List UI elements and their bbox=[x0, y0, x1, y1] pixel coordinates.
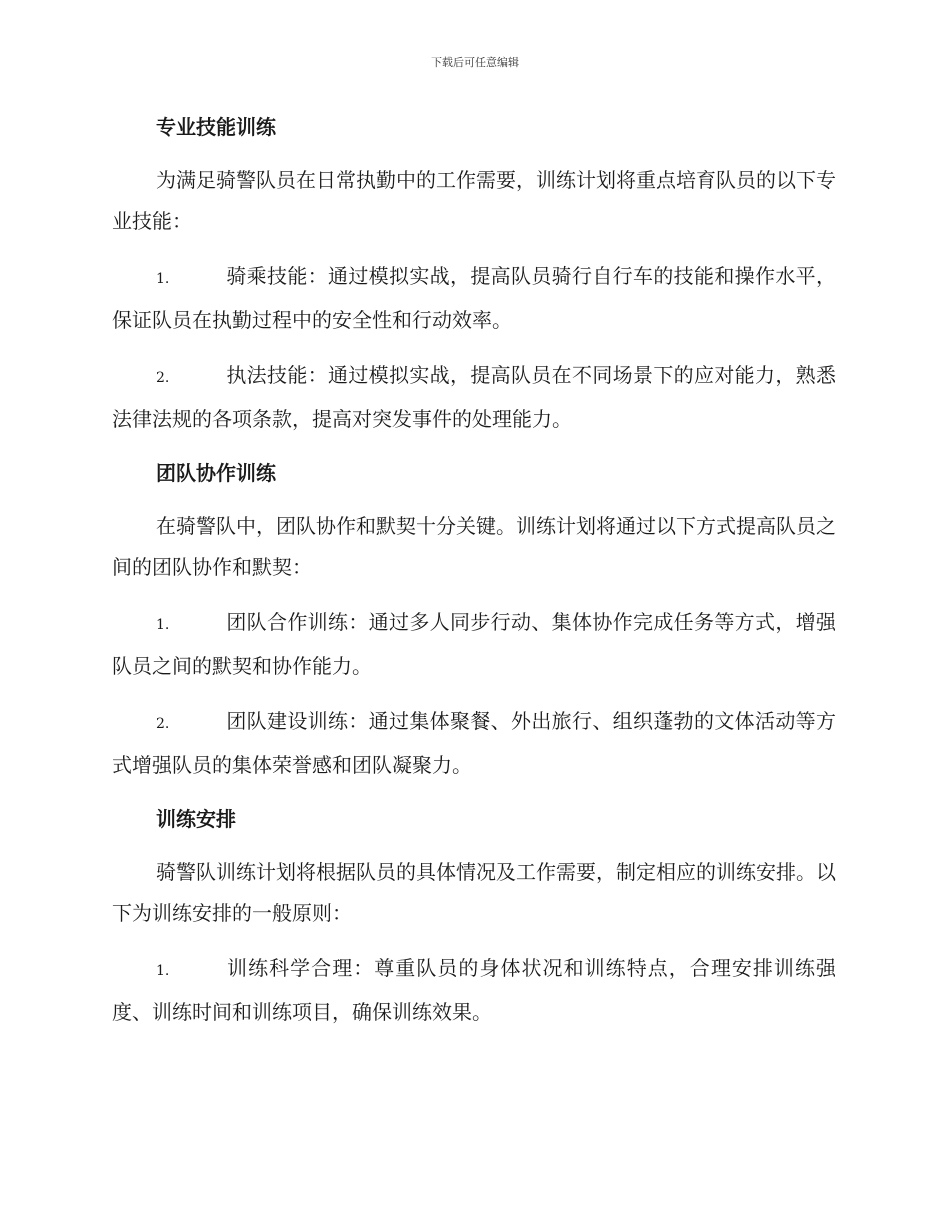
section-heading: 专业技能训练 bbox=[156, 115, 276, 139]
section-intro: 为满足骑警队员在日常执勤中的工作需要，训练计划将重点培育队员的以下专业技能： bbox=[112, 168, 836, 233]
list-item-text: 团队合作训练：通过多人同步行动、集体协作完成任务等方式，增强队员之间的默契和协作能力。 bbox=[112, 610, 836, 678]
list-item-text: 团队建设训练：通过集体聚餐、外出旅行、组织蓬勃的文体活动等方式增强队员的集体荣誉感和团队凝聚力。 bbox=[112, 709, 836, 777]
section-intro: 骑警队训练计划将根据队员的具体情况及工作需要，制定相应的训练安排。以下为训练安排的一般原则： bbox=[112, 860, 836, 925]
section-professional-skills bbox=[112, 108, 836, 440]
list-item-number: 1. bbox=[156, 963, 170, 979]
list-item bbox=[112, 701, 836, 786]
list-item-number: 1. bbox=[156, 271, 170, 287]
list-item-number: 1. bbox=[156, 617, 170, 633]
list-item-text: 执法技能：通过模拟实战，提高队员在不同场景下的应对能力，熟悉法律法规的各项条款，提高对突发事件的处理能力。 bbox=[112, 363, 836, 431]
section-heading: 训练安排 bbox=[156, 807, 236, 831]
page-header: 下载后可任意编辑 bbox=[431, 56, 519, 69]
list-item-text: 训练科学合理：尊重队员的身体状况和训练特点，合理安排训练强度、训练时间和训练项目，确保训练效果。 bbox=[112, 956, 836, 1024]
document-body bbox=[112, 108, 836, 1033]
list-item-text: 骑乘技能：通过模拟实战，提高队员骑行自行车的技能和操作水平，保证队员在执勤过程中的安全性和行动效率。 bbox=[112, 264, 836, 332]
list-item bbox=[112, 948, 836, 1033]
section-teamwork bbox=[112, 454, 836, 786]
list-item-number: 2. bbox=[156, 370, 170, 386]
section-training-schedule bbox=[112, 800, 836, 1033]
section-heading: 团队协作训练 bbox=[156, 461, 276, 485]
list-item bbox=[112, 602, 836, 687]
section-intro: 在骑警队中，团队协作和默契十分关键。训练计划将通过以下方式提高队员之间的团队协作和默契： bbox=[112, 514, 836, 579]
list-item bbox=[112, 355, 836, 440]
list-item bbox=[112, 256, 836, 341]
list-item-number: 2. bbox=[156, 716, 170, 732]
